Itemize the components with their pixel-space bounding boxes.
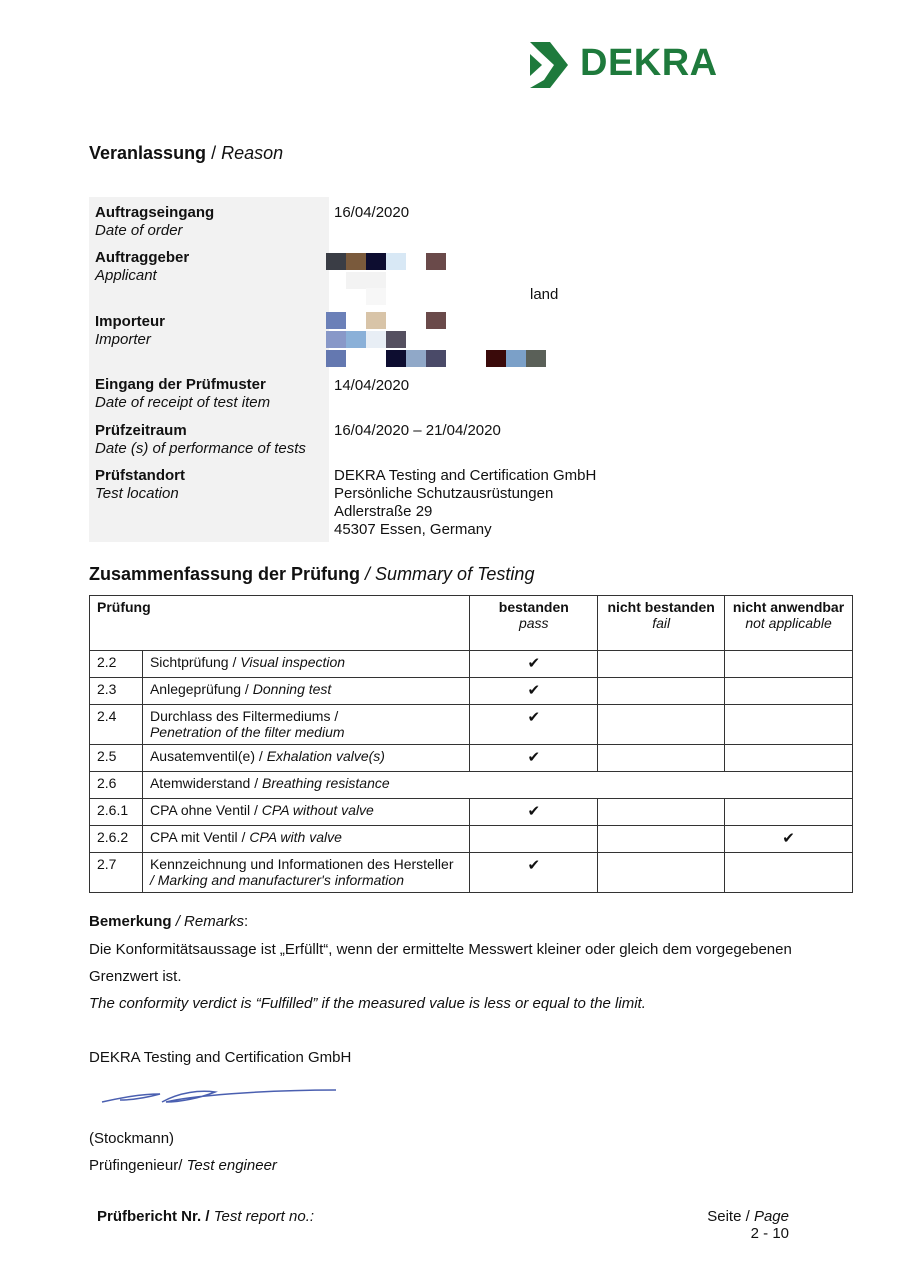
detail-value-order: 16/04/2020 [334,204,410,221]
footer-report-number: Prüfbericht Nr. / Test report no.: [97,1208,315,1225]
remarks-heading: Bemerkung / Remarks: [89,913,249,930]
table-row [90,799,853,826]
header-pass: bestanden pass [470,596,598,651]
row-number: 2.3 [90,678,143,705]
header-test: Prüfung [90,596,470,651]
detail-value-period: 16/04/2020 – 21/04/2020 [334,422,501,439]
detail-label-receipt: Eingang der Prüfmuster Date of receipt of test item [95,376,271,411]
pass-check: ✔ [470,678,598,705]
table-row [90,745,853,772]
logo-text: DEKRA [580,42,718,84]
table-row [90,826,853,853]
detail-label-order: Auftragseingang Date of order [95,204,215,239]
row-description: CPA ohne Ventil / CPA without valve [142,799,469,826]
detail-value-applicant-country: land [530,286,559,303]
reason-heading: Veranlassung / Reason [89,143,284,163]
summary-header-row [90,596,853,651]
dekra-logo-mark-icon [528,40,574,90]
header-not-applicable: nicht anwendbar not applicable [725,596,853,651]
not-applicable-check: ✔ [725,826,853,853]
detail-label-importer: Importeur Importer [95,313,166,348]
row-number: 2.6 [90,772,143,799]
signature-icon [100,1080,340,1110]
row-number: 2.4 [90,705,143,745]
detail-label-applicant: Auftraggeber Applicant [95,249,190,284]
pass-check: ✔ [470,651,598,678]
row-number: 2.6.1 [90,799,143,826]
row-description: Ausatemventil(e) / Exhalation valve(s) [142,745,469,772]
table-row [90,853,853,893]
table-row [90,772,853,799]
dekra-logo [528,40,718,90]
row-description: Atemwiderstand / Breathing resistance [142,772,852,799]
header-fail: nicht bestanden fail [598,596,725,651]
summary-heading: Zusammenfassung der Prüfung / Summary of Testing [89,564,535,584]
row-description: Anlegeprüfung / Donning test [142,678,469,705]
remarks-en: The conformity verdict is “Fulfilled” if the measured value is less or equal to the limit. [89,995,646,1012]
row-description: CPA mit Ventil / CPA with valve [142,826,469,853]
signoff-name: (Stockmann) [89,1130,175,1147]
pass-check: ✔ [470,745,598,772]
pass-check: ✔ [470,853,598,893]
footer-page: Seite / Page 2 - 10 [707,1208,789,1242]
detail-label-period: Prüfzeitraum Date (s) of performance of tests [95,422,306,457]
remarks-de-line1: Die Konformitätsaussage ist „Erfüllt“, wenn der ermittelte Messwert kleiner oder gleich dem vorgegebenen [89,941,792,958]
row-number: 2.5 [90,745,143,772]
pass-check: ✔ [470,705,598,745]
summary-table [89,595,853,893]
table-row [90,651,853,678]
row-description: Kennzeichnung und Informationen des Hersteller / Marking and manufacturer's information [142,853,469,893]
row-description: Sichtprüfung / Visual inspection [142,651,469,678]
redacted-importer [326,312,556,372]
detail-value-location: DEKRA Testing and Certification GmbH Persönliche Schutzausrüstungen Adlerstraße 29 45307 Essen, Germany [334,467,597,538]
row-number: 2.6.2 [90,826,143,853]
remarks-de-line2: Grenzwert ist. [89,968,182,985]
row-description: Durchlass des Filtermediums / Penetration of the filter medium [142,705,469,745]
table-row [90,678,853,705]
table-row [90,705,853,745]
signoff-company: DEKRA Testing and Certification GmbH [89,1049,352,1066]
pass-check: ✔ [470,799,598,826]
signoff-role: Prüfingenieur/ Test engineer [89,1157,277,1174]
detail-value-receipt: 14/04/2020 [334,377,410,394]
row-number: 2.2 [90,651,143,678]
row-number: 2.7 [90,853,143,893]
detail-label-location: Prüfstandort Test location [95,467,185,502]
